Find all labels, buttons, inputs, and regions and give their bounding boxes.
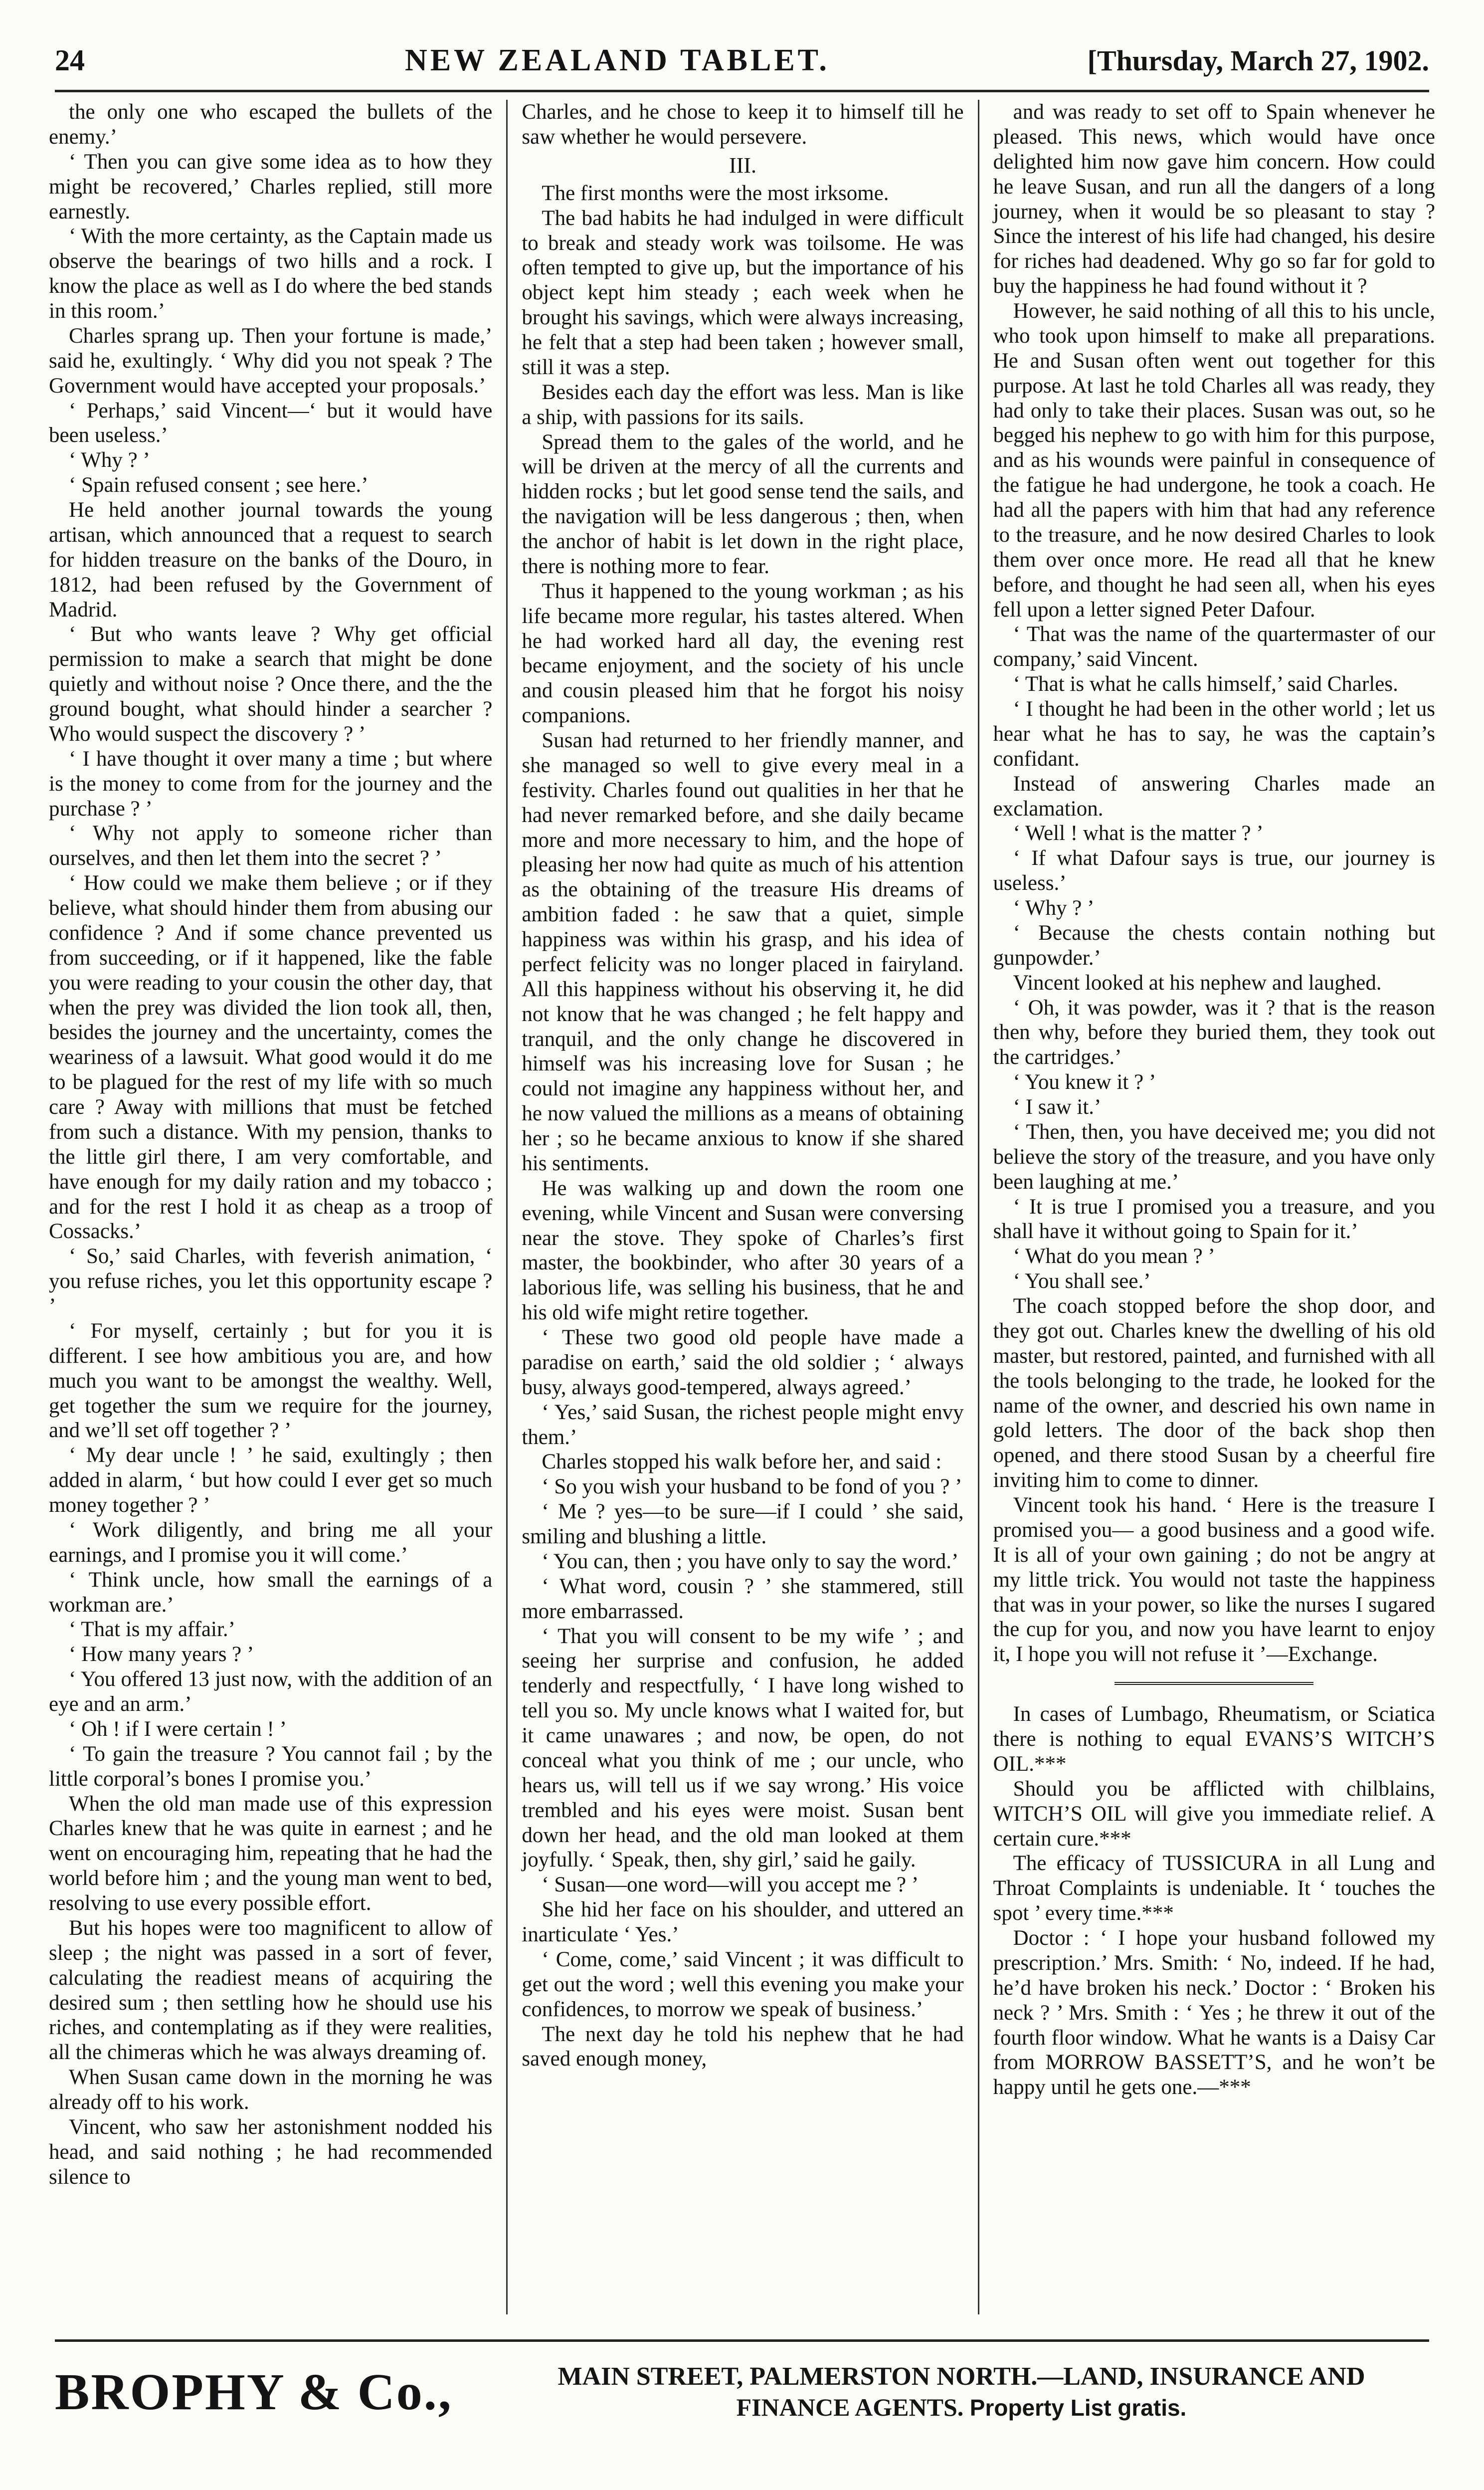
column-3-body <box>993 100 1435 1667</box>
footer-text <box>494 2361 1429 2422</box>
paragraph: ‘ Perhaps,’ said Vincent—‘ but it would have been useless.’ <box>49 399 493 447</box>
paragraph: ‘ How many years ? ’ <box>69 1643 254 1666</box>
paragraph: ‘ I have thought it over many a time ; but where is the money to come from for the journey and the purchase ? ’ <box>49 747 493 821</box>
issue-date: [Thursday, March 27, 1902. <box>1087 44 1429 77</box>
page-number: 24 <box>55 43 85 77</box>
masthead <box>55 31 1429 92</box>
newspaper-title: NEW ZEALAND TABLET. <box>405 43 830 77</box>
paragraph: The bad habits he had indulged in were difficult to break and steady work was toilsome. He was often tempted to give up, but the importance of his object kept him steady ; each week when he brought his savings, which were always increasing, he felt that a step had been taken ; however small, still it was a step. <box>522 206 964 379</box>
paragraph: Charles stopped his walk before her, and said : <box>542 1450 942 1474</box>
advertisement: The efficacy of TUSSICURA in all Lung and Throat Complaints is undeniable. It ‘ touches the spot ’ every time.*** <box>993 1852 1435 1925</box>
divider-rule <box>1114 1682 1313 1685</box>
footer-advertisement <box>55 2339 1429 2442</box>
brand-name: BROPHY & Co., <box>55 2363 453 2421</box>
paragraph: She hid her face on his shoulder, and uttered an inarticulate ‘ Yes.’ <box>522 1898 964 1947</box>
paragraph: ‘ You can, then ; you have only to say the word.’ <box>542 1549 959 1573</box>
footer-line-2-main: FINANCE AGENTS. <box>736 2393 964 2422</box>
paragraph: Vincent, who saw her astonishment nodded his head, and said nothing ; he had recommended silence to <box>49 2115 493 2189</box>
paragraph: ‘ What word, cousin ? ’ she stammered, still more embarrassed. <box>522 1574 964 1623</box>
paragraph: ‘ Come, come,’ said Vincent ; it was difficult to get out the word ; well this evening you make your confidences, to morrow we speak of business.’ <box>522 1947 964 2021</box>
paragraph: ‘ But who wants leave ? Why get official permission to make a search that might be done quietly and without noise ? Once there, and the the ground bought, what should hinder a searcher ? Who would suspect the discovery ? ’ <box>49 622 493 746</box>
paragraph: ‘ Think uncle, how small the earnings of a workman are.’ <box>49 1568 493 1617</box>
paragraph: Susan had returned to her friendly manner, and she managed so well to give every meal in a festivity. Charles found out qualities in her that he had never remarked before, and she daily became more and more necessary to him, and the hope of pleasing her now had quite as much of his attention as the obtaining of the treasure His dreams of ambition faded : he saw that a quiet, simple happiness was within his grasp, and his idea of perfect felicity was no longer placed in fairyland. All this happiness without his observing it, he did not know that he was changed ; he felt happy and tranquil, and the only change he discovered in himself was his increasing love for Susan ; he could not imagine any happiness without her, and he now valued the millions as a means of obtaining her ; so he became anxious to know if she shared his sentiments. <box>522 729 964 1175</box>
paragraph: ‘ That is my affair.’ <box>69 1618 235 1642</box>
paragraph: ‘ It is true I promised you a treasure, and you shall have it without going to Spain for it.’ <box>993 1195 1435 1244</box>
paragraph: ‘ With the more certainty, as the Captain made us observe the bearings of two hills and a rock. I know the place as well as I do where the bed stands in this room.’ <box>49 224 493 323</box>
paragraph: ‘ Well ! what is the matter ? ’ <box>1013 822 1264 845</box>
paragraph: ‘ That you will consent to be my wife ’ ; and seeing her surprise and confusion, he added tenderly and respectfully, ‘ I have long wished to tell you so. My uncle knows what I waited for, but it came unawares ; and now, be open, do not conceal what you think of me ; our uncle, who hears us, will tell us if we say wrong.’ His voice trembled and his eyes were moist. Susan bent down her head, and the old man looked at them joyfully. ‘ Speak, then, shy girl,’ said he gaily. <box>522 1624 964 1872</box>
paragraph: But his hopes were too magnificent to allow of sleep ; the night was passed in a sort of fever, calculating the readiest means of acquiring the desired sum ; then settling how he should use his riches, and contemplating as if they were realities, all the chimeras which he was always dreaming of. <box>49 1916 493 2065</box>
paragraph: Spread them to the gales of the world, and he will be driven at the mercy of all the currents and hidden rocks ; but let good sense tend the sails, and the navigation will be less dangerous ; then, when the anchor of habit is let down in the right place, there is nothing more to fear. <box>522 430 964 578</box>
paragraph: ‘ Work diligently, and bring me all your earnings, and I promise you it will come.’ <box>49 1518 493 1567</box>
footer-line-1: MAIN STREET, PALMERSTON NORTH.—LAND, INSURANCE AND <box>557 2362 1365 2391</box>
column-2 <box>506 100 977 2314</box>
paragraph: Vincent took his hand. ‘ Here is the treasure I promised you— a good business and a good wife. It is all of your own gaining ; do not be angry at my little trick. You would not taste the happiness that was in your power, so like the nurses I sugared the cup for you, and now you have learnt to enjoy it, I hope you will not refuse it ’—Exchange. <box>993 1493 1435 1666</box>
paragraph: ‘ So,’ said Charles, with feverish animation, ‘ you refuse riches, you let this opportunity escape ? ’ <box>49 1245 493 1318</box>
paragraph: ‘ If what Dafour says is true, our journey is useless.’ <box>993 846 1435 895</box>
paragraph: ‘ Why ? ’ <box>1013 896 1095 920</box>
paragraph: The next day he told his nephew that he had saved enough money, <box>522 2022 964 2071</box>
paragraph: The coach stopped before the shop door, and they got out. Charles knew the dwelling of his old master, but restored, painted, and furnished with all the tools belonging to the trade, he looked for the name of the owner, and descried his own name in gold letters. The door of the back shop then opened, and there stood Susan by a cheerful fire inviting him to come to dinner. <box>993 1294 1435 1492</box>
paragraph: ‘ These two good old people have made a paradise on earth,’ said the old soldier ; ‘ always busy, always good-tempered, always agreed.’ <box>522 1326 964 1399</box>
paragraph: ‘ You shall see.’ <box>1013 1269 1151 1293</box>
footer-line-2 <box>494 2392 1429 2422</box>
paragraph: Instead of answering Charles made an exclamation. <box>993 772 1435 821</box>
paragraph: ‘ You knew it ? ’ <box>1013 1070 1156 1094</box>
paragraph: ‘ Then, then, you have deceived me; you did not believe the story of the treasure, and you have only been laughing at me.’ <box>993 1120 1435 1194</box>
article-columns <box>35 100 1449 2314</box>
paragraph: ‘ Susan—one word—will you accept me ? ’ <box>542 1873 919 1897</box>
footer-line-2-suffix: Property List gratis. <box>969 2395 1187 2421</box>
paragraph: ‘ That is what he calls himself,’ said Charles. <box>1013 672 1398 696</box>
paragraph: Vincent looked at his nephew and laughed. <box>1013 971 1382 995</box>
advertisement: Should you be afflicted with chilblains, WITCH’S OIL will give you immediate relief. A certain cure.*** <box>993 1777 1435 1851</box>
paragraph: Thus it happened to the young workman ; as his life became more regular, his tastes altered. When he had worked hard all day, the evening rest became enjoyment, and the society of his uncle and cousin pleased him that he forgot his noisy companions. <box>522 579 964 728</box>
paragraph: ‘ That was the name of the quartermaster of our company,’ said Vincent. <box>993 622 1435 671</box>
paragraph: ‘ Yes,’ said Susan, the richest people might envy them.’ <box>522 1400 964 1449</box>
paragraph: When the old man made use of this expression Charles knew that he was quite in earnest ; and he went on encouraging him, repeating that he had the world before him ; and the young man went to bed, resolving to use every possible effort. <box>49 1792 493 1915</box>
paragraph: ‘ Me ? yes—to be sure—if I could ’ she said, smiling and blushing a little. <box>522 1500 964 1549</box>
advertisements <box>993 1702 1435 2100</box>
paragraph: ‘ Oh ! if I were certain ! ’ <box>69 1717 287 1741</box>
paragraph: Charles sprang up. Then your fortune is made,’ said he, exultingly. ‘ Why did you not speak ? The Government would have accepted your proposals.’ <box>49 324 493 398</box>
column-1 <box>35 100 506 2314</box>
paragraph: and was ready to set off to Spain whenever he pleased. This news, which would have once delighted him now gave him concern. How could he leave Susan, and run all the dangers of a long journey, when it would be so pleasant to stay ? Since the interest of his life had changed, his desire for riches had deadened. Why go so far for gold to buy the happiness he had found without it ? <box>993 100 1435 298</box>
paragraph: ‘ Then you can give some idea as to how they might be recovered,’ Charles replied, still more earnestly. <box>49 150 493 223</box>
paragraph: When Susan came down in the morning he was already off to his work. <box>49 2066 493 2114</box>
paragraph: ‘ To gain the treasure ? You cannot fail ; by the little corporal’s bones I promise you.’ <box>49 1742 493 1791</box>
paragraph: He was walking up and down the room one evening, while Vincent and Susan were conversing near the stove. They spoke of Charles’s first master, the bookbinder, who after 30 years of a laborious life, was selling his business, that he and his old wife might retire together. <box>522 1176 964 1325</box>
paragraph: The first months were the most irksome. <box>542 181 889 205</box>
paragraph: the only one who escaped the bullets of the enemy.’ <box>49 100 493 149</box>
paragraph: He held another journal towards the young artisan, which announced that a request to search for hidden treasure on the banks of the Douro, in 1812, had been refused by the Government of Madrid. <box>49 498 493 622</box>
paragraph: ‘ What do you mean ? ’ <box>1013 1245 1215 1268</box>
paragraph: ‘ For myself, certainly ; but for you it is different. I see how ambitious you are, and how much you want to be amongst the wealthy. Well, get together the sum we require for the journey, and we’ll set off together ? ’ <box>49 1319 493 1443</box>
column-2-lead: Charles, and he chose to keep it to himself till he saw whether he would persevere. <box>522 100 964 149</box>
paragraph: ‘ Oh, it was powder, was it ? that is the reason then why, before they buried them, they took out the cartridges.’ <box>993 996 1435 1069</box>
paragraph: However, he said nothing of all this to his uncle, who took upon himself to make all preparations. He and Susan often went out together for this purpose. At last he told Charles all was ready, they had only to take their places. Susan was out, so he begged his nephew to go with him for this purpose, and as his wounds were painful in consequence of the fatigue he had undergone, he took a coach. He had all the papers with him that had any reference to the treasure, and he now desired Charles to look them over once more. He read all that he knew before, and thought he had seen all, when his eyes fell upon a letter signed Peter Dafour. <box>993 299 1435 622</box>
advertisement: In cases of Lumbago, Rheumatism, or Sciatica there is nothing to equal EVANS’S WITCH’S OIL.*** <box>993 1702 1435 1776</box>
paragraph: ‘ Why ? ’ <box>69 448 150 472</box>
paragraph: ‘ I thought he had been in the other world ; let us hear what he has to say, he was the captain’s confidant. <box>993 697 1435 771</box>
column-3 <box>978 100 1449 2314</box>
paragraph: Besides each day the effort was less. Man is like a ship, with passions for its sails. <box>522 380 964 429</box>
paragraph: ‘ I saw it.’ <box>1013 1095 1102 1119</box>
paragraph: ‘ How could we make them believe ; or if they believe, what should hinder them from abusing our confidence ? And if some chance prevented us from succeeding, or if it happened, like the fable you were reading to your cousin the other day, that when the prey was divided the lion took all, then, besides the journey and the uncertainty, comes the weariness of a lawsuit. What good would it do me to be plagued for the rest of my life with so much care ? Away with millions that must be fetched from such a distance. With my pension, thanks to the little girl there, I am very comfortable, and have enough for my daily ration and my tobacco ; and for the rest I hold it as cheap as a troop of Cossacks.’ <box>49 871 493 1244</box>
paragraph: ‘ Spain refused consent ; see here.’ <box>69 473 369 497</box>
paragraph: ‘ My dear uncle ! ’ he said, exultingly ; then added in alarm, ‘ but how could I ever get so much money together ? ’ <box>49 1444 493 1517</box>
paragraph: ‘ You offered 13 just now, with the addition of an eye and an arm.’ <box>49 1667 493 1716</box>
paragraph: ‘ Why not apply to someone richer than ourselves, and then let them into the secret ? ’ <box>49 822 493 870</box>
paragraph: ‘ So you wish your husband to be fond of you ? ’ <box>542 1475 962 1499</box>
section-heading: III. <box>729 153 756 178</box>
column-2-body <box>522 181 963 2072</box>
advertisement: Doctor : ‘ I hope your husband followed my prescription.’ Mrs. Smith: ‘ No, indeed. If he had, he’d have broken his neck.’ Doctor : ‘ Broken his neck ? ’ Mrs. Smith : ‘ Yes ; he threw it out of the fourth floor window. What he wants is a Daisy Car from MORROW BASSETT’S, and he won’t be happy until he gets one.—*** <box>993 1926 1435 2099</box>
paragraph: ‘ Because the chests contain nothing but gunpowder.’ <box>993 921 1435 970</box>
